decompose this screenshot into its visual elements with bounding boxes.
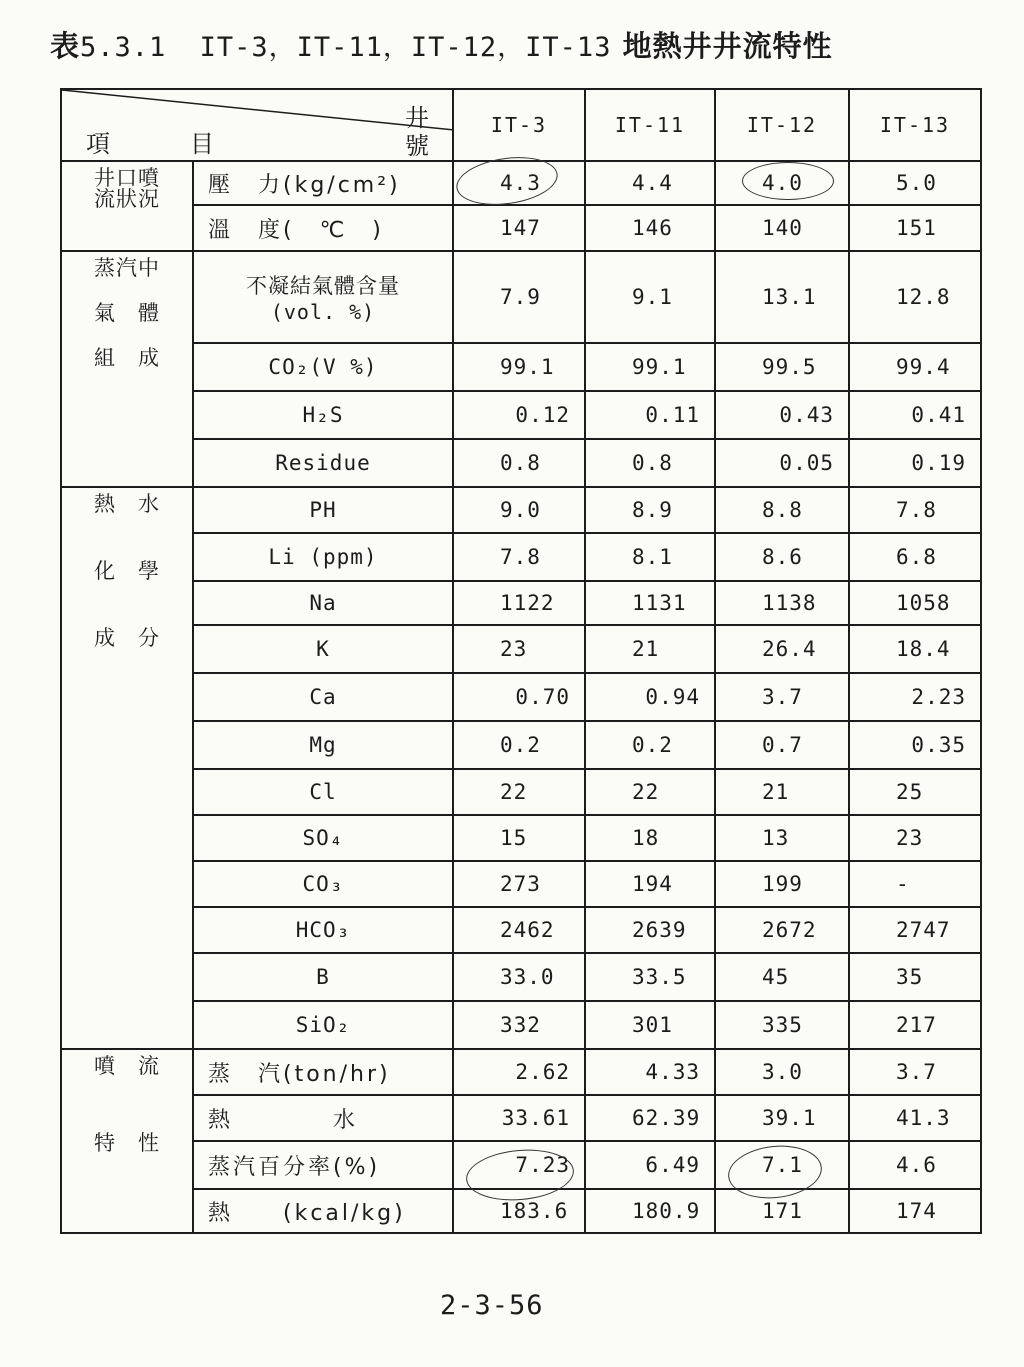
value-cell: 33.0: [453, 953, 585, 1001]
well-header: IT-12: [715, 89, 849, 161]
parameter-name: PH: [309, 498, 337, 522]
value-cell: 21: [585, 625, 715, 673]
value-cell: 7.1: [715, 1141, 849, 1189]
parameter-name: Na: [309, 591, 337, 615]
value-cell: 151: [849, 205, 981, 251]
value-cell: 0.8: [453, 439, 585, 487]
header-corner-cell: [61, 89, 453, 161]
value-cell: 8.6: [715, 533, 849, 581]
value-cell: 0.35: [849, 721, 981, 769]
value-cell: 18: [585, 815, 715, 861]
value-cell: 2.23: [849, 673, 981, 721]
group-label: [61, 161, 193, 251]
table-row: [61, 1049, 981, 1095]
table-row: [61, 533, 981, 581]
parameter-name: 蒸汽百分率(%): [208, 1154, 381, 1180]
table-row: [61, 815, 981, 861]
table-body: [61, 161, 981, 1233]
value-cell: 23: [849, 815, 981, 861]
value-cell: 26.4: [715, 625, 849, 673]
value-cell: 174: [849, 1189, 981, 1233]
parameter-name: SiO₂: [295, 1013, 351, 1037]
group-label: [61, 251, 193, 487]
value-cell: 3.7: [715, 673, 849, 721]
group-label-line: 井口噴: [94, 166, 160, 190]
parameter-label: [193, 391, 453, 439]
value-cell: 2462: [453, 907, 585, 953]
value-cell: 0.11: [585, 391, 715, 439]
value-cell: 41.3: [849, 1095, 981, 1141]
value-cell: 33.5: [585, 953, 715, 1001]
parameter-name: 蒸 汽(ton/hr): [208, 1061, 391, 1087]
value-cell: 7.8: [453, 533, 585, 581]
value-cell: -: [849, 861, 981, 907]
value-cell: 4.33: [585, 1049, 715, 1095]
group-label-line: 蒸汽中: [94, 256, 160, 280]
corner-number-label: 號: [405, 132, 430, 160]
table-row: [61, 205, 981, 251]
value-cell: 8.9: [585, 487, 715, 533]
value-cell: 335: [715, 1001, 849, 1049]
parameter-label: [193, 625, 453, 673]
parameter-name: 熱 (kcal/kg): [208, 1200, 406, 1226]
value-cell: 13: [715, 815, 849, 861]
group-label-line: 噴 流: [94, 1054, 160, 1078]
value-cell: 12.8: [849, 251, 981, 343]
value-cell: 25: [849, 769, 981, 815]
caption-prefix: 表: [50, 29, 81, 63]
parameter-name: K: [316, 637, 330, 661]
value-cell: 99.1: [453, 343, 585, 391]
value-cell: 22: [453, 769, 585, 815]
value-cell: 194: [585, 861, 715, 907]
table-row: [61, 439, 981, 487]
parameter-unit: (vol. %): [270, 300, 376, 324]
parameter-label: [193, 1141, 453, 1189]
value-cell: 6.49: [585, 1141, 715, 1189]
table-row: [61, 1141, 981, 1189]
value-cell: 99.1: [585, 343, 715, 391]
value-cell: 0.12: [453, 391, 585, 439]
value-cell: 4.6: [849, 1141, 981, 1189]
group-label-line: 成 分: [94, 626, 160, 650]
parameter-label: [193, 581, 453, 625]
parameter-label: [193, 251, 453, 343]
table-row: [61, 1095, 981, 1141]
value-cell: 0.7: [715, 721, 849, 769]
page-number: 2-3-56: [440, 1290, 544, 1321]
value-cell: 4.3: [453, 161, 585, 205]
table-row: [61, 391, 981, 439]
value-cell: 1131: [585, 581, 715, 625]
value-cell: 7.8: [849, 487, 981, 533]
parameter-label: [193, 769, 453, 815]
parameter-label: [193, 1095, 453, 1141]
value-cell: 39.1: [715, 1095, 849, 1141]
value-cell: 8.1: [585, 533, 715, 581]
table-caption: [50, 24, 833, 65]
table-row: [61, 721, 981, 769]
parameter-name: 壓 力(kg/cm²): [208, 172, 401, 198]
parameter-name: CO₂(V %): [268, 355, 378, 379]
parameter-label: [193, 343, 453, 391]
parameter-label: [193, 673, 453, 721]
value-cell: 99.4: [849, 343, 981, 391]
value-cell: 7.23: [453, 1141, 585, 1189]
group-label-line: 特 性: [94, 1131, 160, 1155]
value-cell: 3.0: [715, 1049, 849, 1095]
parameter-name: SO₄: [302, 826, 344, 850]
value-cell: 2747: [849, 907, 981, 953]
value-cell: 62.39: [585, 1095, 715, 1141]
value-cell: 4.0: [715, 161, 849, 205]
parameter-name: 不凝結氣體含量: [246, 274, 400, 298]
value-cell: 301: [585, 1001, 715, 1049]
value-cell: 2639: [585, 907, 715, 953]
value-cell: 140: [715, 205, 849, 251]
group-label: [61, 1049, 193, 1233]
parameter-name: Cl: [309, 780, 337, 804]
value-cell: 1138: [715, 581, 849, 625]
caption-wells: IT-3，IT-11，IT-12，IT-13: [199, 32, 612, 63]
value-cell: 0.43: [715, 391, 849, 439]
group-label-line: 熱 水: [94, 492, 160, 516]
table-row: [61, 673, 981, 721]
value-cell: 3.7: [849, 1049, 981, 1095]
value-cell: 4.4: [585, 161, 715, 205]
value-cell: 147: [453, 205, 585, 251]
caption-suffix: 地熱井井流特性: [622, 29, 833, 63]
value-cell: 0.8: [585, 439, 715, 487]
value-cell: 45: [715, 953, 849, 1001]
table-row: [61, 1001, 981, 1049]
corner-item-label: 項目: [86, 130, 294, 158]
parameter-label: [193, 815, 453, 861]
parameter-label: [193, 721, 453, 769]
table-row: [61, 581, 981, 625]
parameter-name: Mg: [309, 733, 337, 757]
parameter-name: Ca: [309, 685, 337, 709]
group-label: [61, 487, 193, 1049]
value-cell: 332: [453, 1001, 585, 1049]
table-row: [61, 343, 981, 391]
value-cell: 0.2: [585, 721, 715, 769]
value-cell: 7.9: [453, 251, 585, 343]
value-cell: 1122: [453, 581, 585, 625]
well-header: IT-11: [585, 89, 715, 161]
parameter-label: [193, 1189, 453, 1233]
table-row: [61, 769, 981, 815]
value-cell: 33.61: [453, 1095, 585, 1141]
parameter-label: [193, 861, 453, 907]
value-cell: 0.05: [715, 439, 849, 487]
value-cell: 15: [453, 815, 585, 861]
table-row: [61, 907, 981, 953]
parameter-name: 熱 水: [208, 1107, 359, 1133]
value-cell: 35: [849, 953, 981, 1001]
parameter-label: [193, 205, 453, 251]
parameter-label: [193, 439, 453, 487]
table-row: [61, 861, 981, 907]
value-cell: 171: [715, 1189, 849, 1233]
table-row: [61, 1189, 981, 1233]
value-cell: 6.8: [849, 533, 981, 581]
value-cell: 18.4: [849, 625, 981, 673]
value-cell: 2.62: [453, 1049, 585, 1095]
value-cell: 273: [453, 861, 585, 907]
value-cell: 0.2: [453, 721, 585, 769]
well-header: IT-3: [453, 89, 585, 161]
value-cell: 2672: [715, 907, 849, 953]
parameter-label: [193, 1001, 453, 1049]
parameter-name: H₂S: [302, 403, 344, 427]
value-cell: 0.70: [453, 673, 585, 721]
value-cell: 9.0: [453, 487, 585, 533]
corner-well-label: 井: [405, 104, 430, 132]
value-cell: 146: [585, 205, 715, 251]
value-cell: 5.0: [849, 161, 981, 205]
value-cell: 0.19: [849, 439, 981, 487]
well-characteristics-table: [60, 88, 982, 1234]
parameter-label: [193, 161, 453, 205]
well-header: IT-13: [849, 89, 981, 161]
parameter-name: CO₃: [302, 872, 344, 896]
group-label-line: 化 學: [94, 559, 160, 583]
table-row: [61, 953, 981, 1001]
value-cell: 183.6: [453, 1189, 585, 1233]
value-cell: 9.1: [585, 251, 715, 343]
parameter-name: B: [316, 965, 330, 989]
value-cell: 199: [715, 861, 849, 907]
table-row: [61, 625, 981, 673]
value-cell: 0.94: [585, 673, 715, 721]
value-cell: 23: [453, 625, 585, 673]
table-row: [61, 251, 981, 343]
parameter-label: [193, 907, 453, 953]
value-cell: 180.9: [585, 1189, 715, 1233]
table-row: [61, 487, 981, 533]
value-cell: 8.8: [715, 487, 849, 533]
table-row: [61, 161, 981, 205]
group-label-line: 組 成: [94, 346, 160, 370]
value-cell: 21: [715, 769, 849, 815]
parameter-label: [193, 487, 453, 533]
caption-code: 5.3.1: [80, 32, 167, 63]
value-cell: 1058: [849, 581, 981, 625]
parameter-name: Li (ppm): [268, 545, 378, 569]
group-label-line: 氣 體: [94, 301, 160, 325]
value-cell: 13.1: [715, 251, 849, 343]
value-cell: 99.5: [715, 343, 849, 391]
parameter-name: HCO₃: [295, 918, 351, 942]
parameter-label: [193, 953, 453, 1001]
group-label-line: 流狀況: [94, 187, 160, 211]
parameter-label: [193, 1049, 453, 1095]
parameter-name: Residue: [275, 451, 371, 475]
value-cell: 0.41: [849, 391, 981, 439]
parameter-name: 溫 度( ℃ ): [208, 217, 384, 243]
value-cell: 217: [849, 1001, 981, 1049]
value-cell: 22: [585, 769, 715, 815]
parameter-label: [193, 533, 453, 581]
